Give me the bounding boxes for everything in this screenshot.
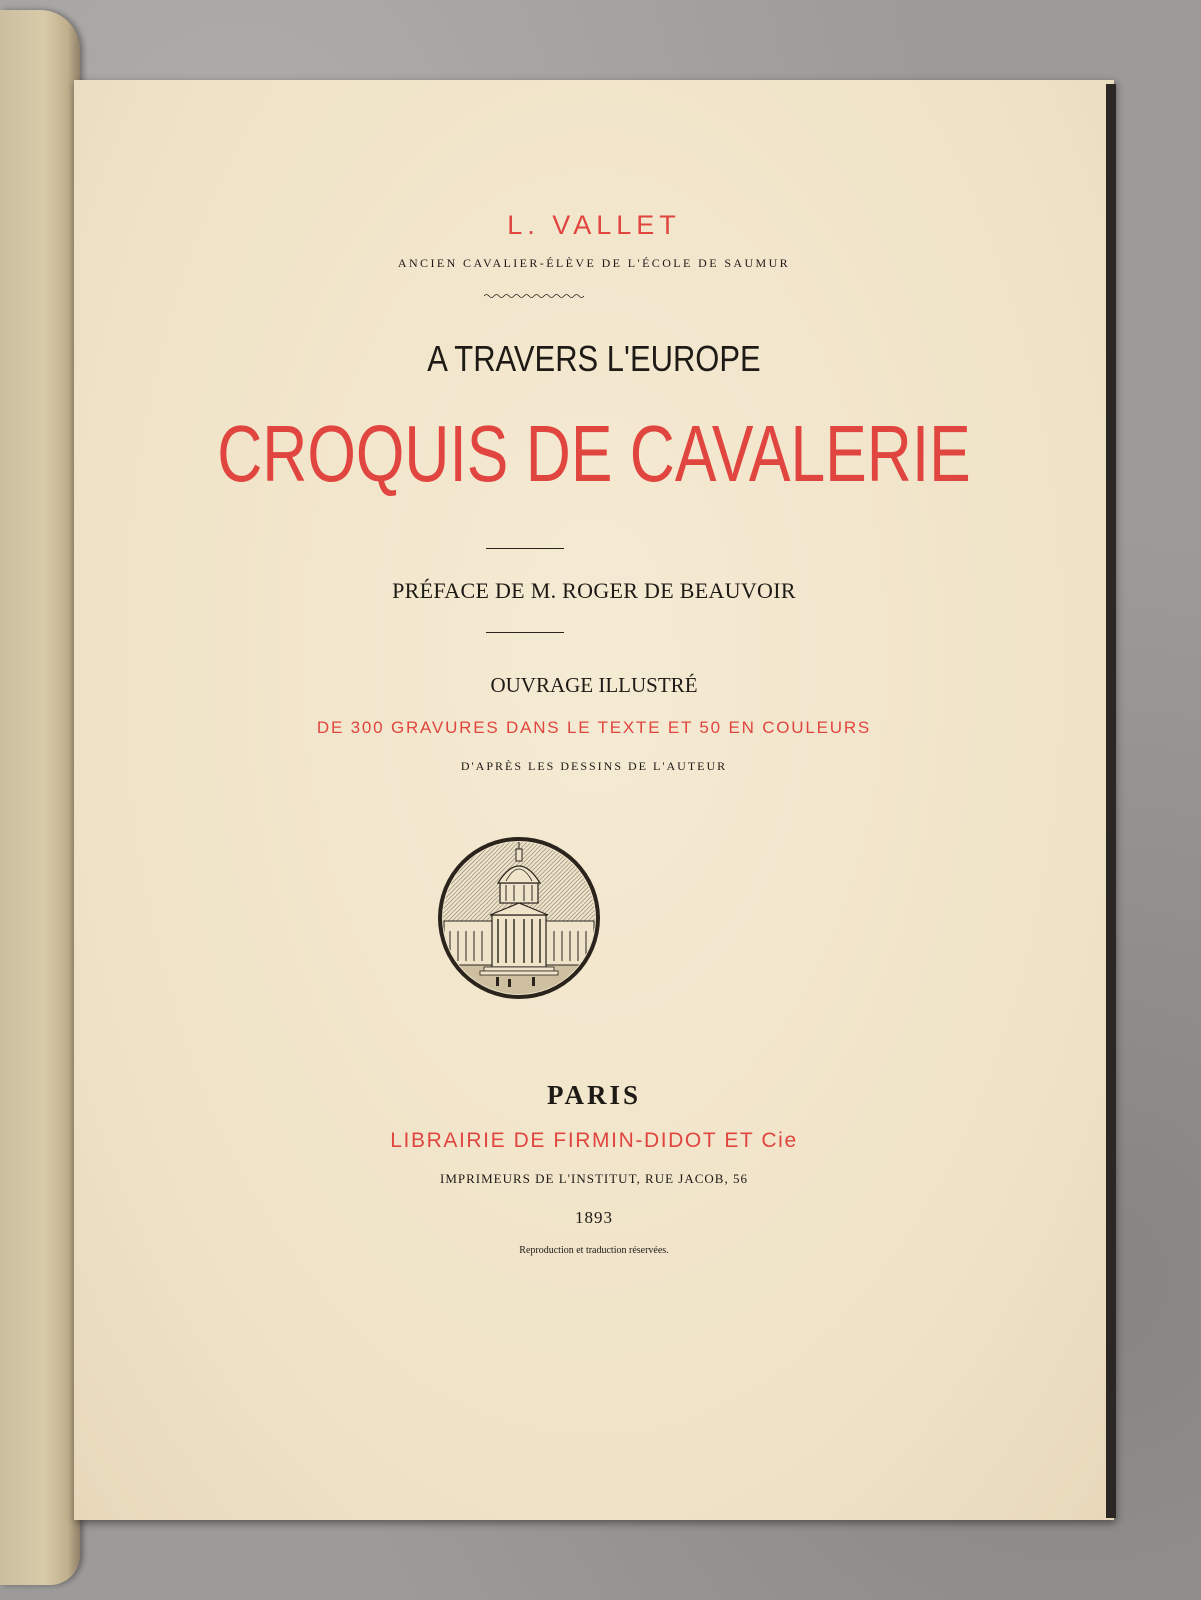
illustration-line-1: OUVRAGE ILLUSTRÉ	[490, 673, 698, 697]
imprint-publisher: LIBRAIRIE DE FIRMIN-DIDOT ET Cie	[390, 1129, 798, 1152]
book-title: CROQUIS DE CAVALERIE	[217, 409, 971, 498]
wavy-ornament	[484, 293, 584, 299]
imprint-rights: Reproduction et traduction réservées.	[519, 1245, 669, 1256]
illustration-line-3: D'APRÈS LES DESSINS DE L'AUTEUR	[460, 759, 728, 773]
series-title: A TRAVERS L'EUROPE	[427, 338, 761, 379]
imprint-year: 1893	[575, 1208, 613, 1227]
preface-line: PRÉFACE DE M. ROGER DE BEAUVOIR	[392, 578, 796, 603]
imprint-city: PARIS	[546, 1080, 641, 1110]
author-description: ANCIEN CAVALIER-ÉLÈVE DE L'ÉCOLE DE SAUMUR	[397, 256, 791, 270]
title-page	[74, 80, 1114, 1520]
page-fore-edge	[1106, 84, 1116, 1518]
illustration-line-2: DE 300 GRAVURES DANS LE TEXTE ET 50 EN COULEURS	[316, 718, 872, 737]
author-name: L. VALLET	[507, 210, 681, 240]
facing-page-edge	[0, 10, 80, 1585]
imprint-printers: IMPRIMEURS DE L'INSTITUT, RUE JACOB, 56	[440, 1171, 748, 1186]
institut-building-medallion-icon	[436, 835, 602, 1001]
rule-bottom	[486, 632, 564, 633]
rule-top	[486, 548, 564, 549]
